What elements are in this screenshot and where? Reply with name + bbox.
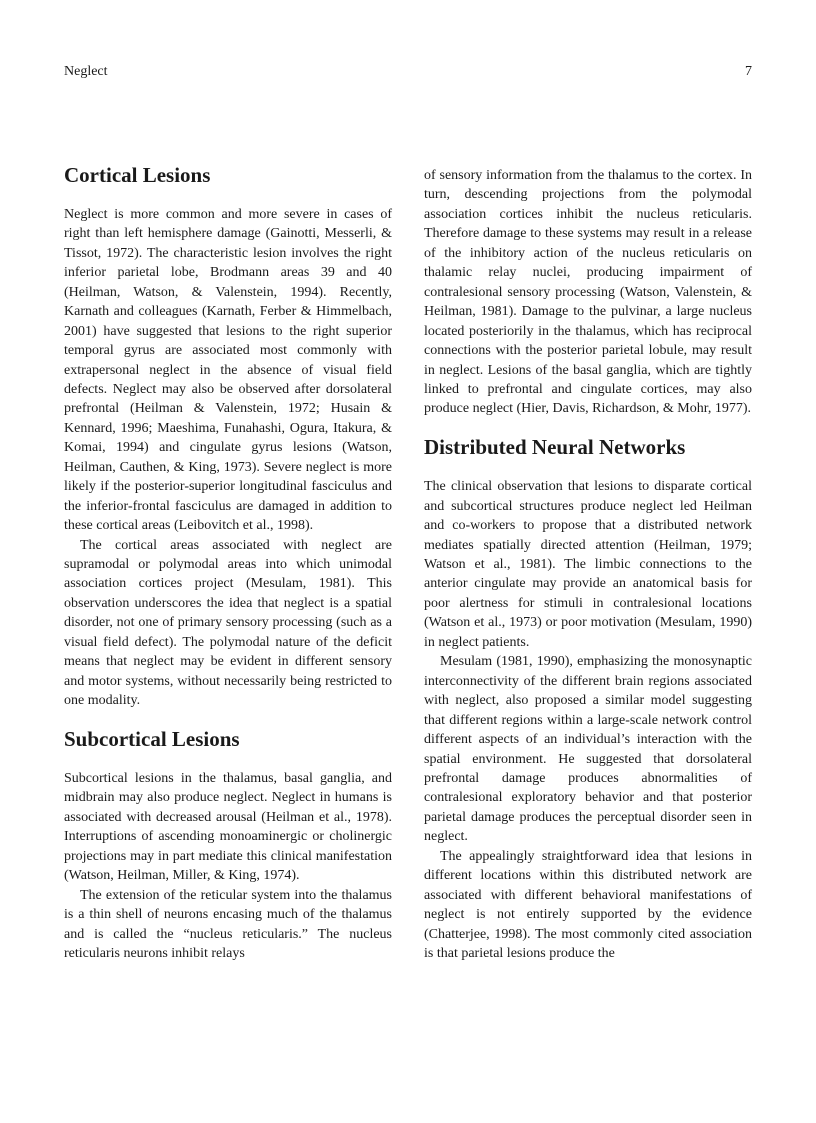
- section-heading-subcortical-lesions: Subcortical Lesions: [64, 727, 240, 752]
- paragraph-cortical-1: Neglect is more common and more severe in cases of right than left hemisphere damage (Gainotti, Messerli, & Tissot, 1972). The characteristic lesion involves the right inferior parietal lobe, Brodmann areas 39 and 40 (Heilman, Watson, & Valenstein, 1994). Recently, Karnath and colleagues (Karnath, Ferber & Himmelbach, 2001) have suggested that lesions to the right superior temporal gyrus are associated most commonly with extrapersonal neglect in the absence of visual field defects. Neglect may also be observed after dorsolateral prefrontal (Heilman & Valenstein, 1972; Husain & Kennard, 1996; Maeshima, Funahashi, Ogura, Itakura, & Komai, 1994) and cingulate gyrus lesions (Watson, Heilman, Cauthen, & King, 1973). Severe neglect is more likely if the posterior-superior longitudinal fasciculus and the inferior-frontal fasciculus are damaged in addition to these cortical areas (Leibovitch et al., 1998).: [64, 206, 392, 534]
- paragraph-cortical-2: The cortical areas associated with neglect are supramodal or polymodal areas into which unimodal association cortices project (Mesulam, 1981). This observation underscores the idea that neglect is a spatial disorder, not one of primary sensory processing (such as a visual field defect). The polymodal nature of the deficit means that neglect may be evident in different sensory and motor systems, without necessarily being restricted to one modality.: [64, 537, 392, 709]
- section-heading-cortical-lesions: Cortical Lesions: [64, 163, 211, 187]
- running-head: [64, 62, 752, 82]
- paragraph-subcortical-2: The extension of the reticular system into the thalamus is a thin shell of neurons encasing much of the thalamus and is called the “nucleus reticularis.” The nucleus reticularis neurons inhibit relays: [64, 887, 392, 962]
- page-number: 7: [745, 64, 752, 79]
- paragraph-distributed-3: The appealingly straightforward idea that lesions in different locations within this distributed network are associated with different behavioral manifestations of neglect is not entirely supported by the evidence (Chatterjee, 1998). The most commonly cited association is that parietal lesions produce the: [424, 848, 752, 962]
- paragraph-distributed-1: The clinical observation that lesions to disparate cortical and subcortical structures produce neglect led Heilman and co-workers to propose that a distributed network mediates spatially directed attention (Heilman, 1979; Watson et al., 1981). The limbic connections to the anterior cingulate may provide an anatomical basis for poor alertness for stimuli in contralesional locations (Watson et al., 1973) or poor motivation (Mesulam, 1990) in neglect patients.: [424, 479, 752, 650]
- paragraph-distributed-2: Mesulam (1981, 1990), emphasizing the monosynaptic interconnectivity of the different brain regions associated with neglect, also proposed a similar model suggesting that different regions within a large-scale network control different aspects of an individual’s interaction with the spatial environment. He suggested that dorsolateral prefrontal damage produces abnormalities of contralesional exploratory behavior and that posterior parietal damage produces the perceptual disorder seen in neglect.: [424, 654, 752, 845]
- paragraph-continuation: of sensory information from the thalamus to the cortex. In turn, descending projections from the polymodal association cortices inhibit the nucleus reticularis. Therefore damage to these systems may result in a release of the inhibitory action of the nucleus reticularis on thalamic relay nuclei, producing impairment of contralesional sensory processing (Watson, Valenstein, & Heilman, 1981). Damage to the pulvinar, a large nucleus located posteriorily in the thalamus, which has reciprocal connections with the posterior parietal lobule, may result in neglect. Lesions of the basal ganglia, which are tightly linked to prefrontal and cingulate cortices, may also produce neglect (Hier, Davis, Richardson, & Mohr, 1977).: [424, 168, 752, 417]
- paragraph-subcortical-1: Subcortical lesions in the thalamus, basal ganglia, and midbrain may also produce neglect. Neglect in humans is associated with decreased arousal (Heilman et al., 1978). Interruptions of ascending monoaminergic or cholinergic projections may in part mediate this clinical manifestation (Watson, Heilman, Miller, & King, 1974).: [64, 770, 392, 884]
- right-column: [424, 166, 752, 964]
- section-heading-distributed-neural-networks: Distributed Neural Networks: [424, 435, 686, 460]
- running-title: Neglect: [64, 64, 108, 79]
- left-column: [64, 163, 392, 964]
